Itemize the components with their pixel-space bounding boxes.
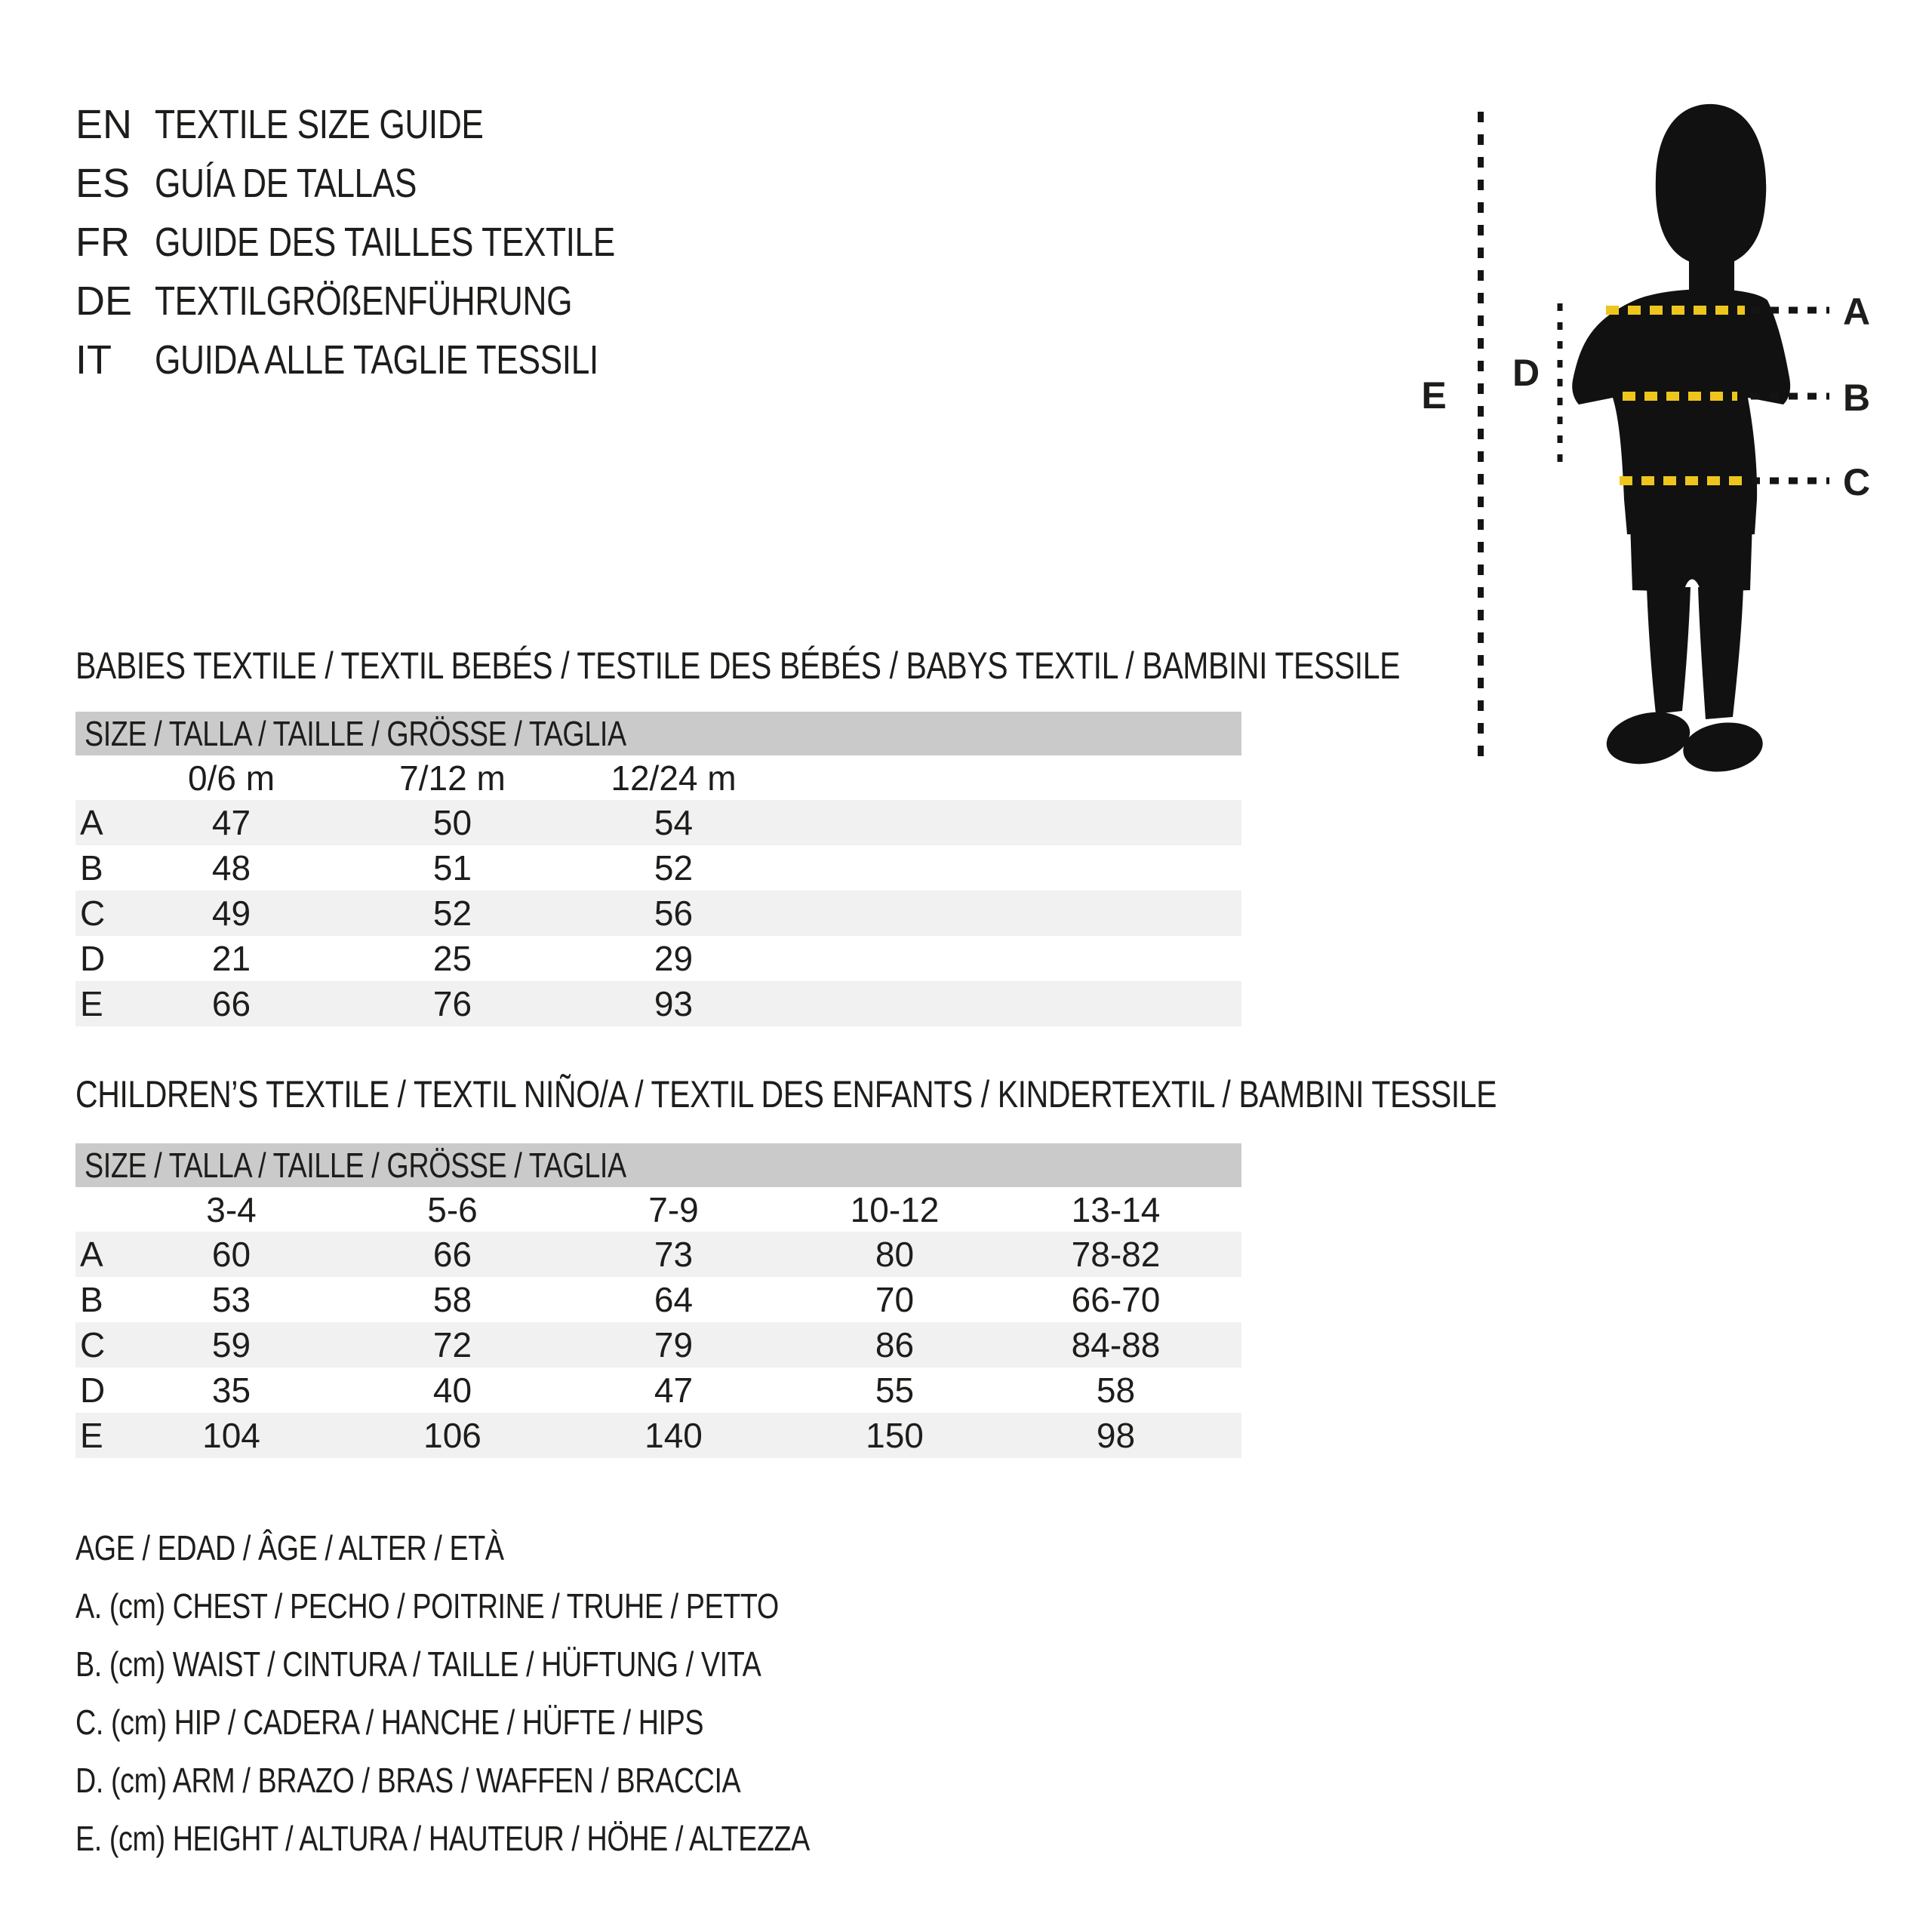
- table-cell: 140: [645, 1416, 703, 1455]
- row-label: B: [80, 1280, 103, 1319]
- row-label: C: [80, 894, 106, 933]
- children-size-band: [75, 1143, 1241, 1187]
- marker-label-b: B: [1843, 377, 1871, 419]
- row-label: E: [80, 984, 103, 1023]
- silhouette-head: [1656, 104, 1766, 266]
- table-cell: 73: [654, 1235, 694, 1274]
- table-cell: 80: [875, 1235, 915, 1274]
- row-label: A: [80, 803, 103, 842]
- table-cell: 72: [432, 1325, 472, 1364]
- row-label: A: [80, 1235, 103, 1274]
- marker-label-a: A: [1843, 291, 1871, 333]
- row-label: E: [80, 1416, 103, 1455]
- table-cell: 84-88: [1071, 1325, 1161, 1364]
- language-header: [75, 95, 716, 389]
- children-size-band-label: SIZE / TALLA / TAILLE / GRÖSSE / TAGLIA: [85, 1146, 626, 1185]
- legend-item-arm: [75, 1751, 971, 1809]
- table-cell: 55: [875, 1371, 915, 1410]
- lang-title-it: GUIDA ALLE TAGLIE TESSILI: [155, 337, 598, 383]
- row-label: C: [80, 1325, 106, 1364]
- table-cell: 48: [211, 848, 251, 888]
- table-row: [75, 800, 1241, 845]
- legend-age-text: AGE / EDAD / ÂGE / ALTER / ETÀ: [75, 1527, 504, 1567]
- table-cell: 66: [432, 1235, 472, 1274]
- lang-code-it: IT: [75, 337, 112, 383]
- lang-row-de: [75, 272, 716, 331]
- babies-section-heading: [75, 646, 1690, 685]
- children-heading-text: CHILDREN’S TEXTILE / TEXTIL NIÑO/A / TEXTIL DES ENFANTS / KINDERTEXTIL / BAMBINI TESSILE: [75, 1073, 1497, 1115]
- table-row: [75, 891, 1241, 936]
- children-column-header-row: [75, 1187, 1241, 1232]
- legend-age-line: [75, 1518, 971, 1577]
- lang-title-en: TEXTILE SIZE GUIDE: [155, 102, 484, 147]
- babies-size-band: [75, 712, 1241, 755]
- legend-arm-text: D. (cm) ARM / BRAZO / BRAS / WAFFEN / BRACCIA: [75, 1760, 741, 1800]
- table-cell: 98: [1096, 1416, 1136, 1455]
- measurement-legend: [75, 1518, 971, 1867]
- table-cell: 66: [211, 984, 251, 1023]
- table-cell: 150: [866, 1416, 924, 1455]
- silhouette-neck: [1689, 249, 1734, 309]
- babies-heading-text: BABIES TEXTILE / TEXTIL BEBÉS / TESTILE DES BÉBÉS / BABYS TEXTIL / BAMBINI TESSILE: [75, 645, 1401, 687]
- children-size-table: [75, 1143, 1241, 1458]
- table-row: [75, 1367, 1241, 1413]
- legend-item-waist: [75, 1635, 971, 1693]
- row-label: D: [80, 1371, 106, 1410]
- legend-waist-text: B. (cm) WAIST / CINTURA / TAILLE / HÜFTUNG / VITA: [75, 1644, 761, 1684]
- silhouette-shorts: [1630, 522, 1752, 592]
- legend-item-hip: [75, 1693, 971, 1751]
- row-label: B: [80, 848, 103, 888]
- lang-code-es: ES: [75, 161, 131, 206]
- row-label: D: [80, 939, 106, 978]
- table-cell: 106: [423, 1416, 481, 1455]
- table-cell: 49: [211, 894, 251, 933]
- babies-column-header-row: [75, 755, 1241, 800]
- table-cell: 52: [654, 848, 694, 888]
- table-row: [75, 1232, 1241, 1277]
- children-col-header: 10-12: [850, 1189, 940, 1229]
- table-cell: 25: [432, 939, 472, 978]
- table-cell: 47: [654, 1371, 694, 1410]
- table-cell: 51: [432, 848, 472, 888]
- table-cell: 47: [211, 803, 251, 842]
- table-cell: 76: [432, 984, 472, 1023]
- table-cell: 104: [202, 1416, 260, 1455]
- table-cell: 29: [654, 939, 694, 978]
- table-row: [75, 1413, 1241, 1458]
- children-col-header: 13-14: [1071, 1189, 1161, 1229]
- marker-label-e: E: [1421, 374, 1447, 417]
- children-col-header: 7-9: [648, 1189, 699, 1229]
- lang-title-de: TEXTILGRÖßENFÜHRUNG: [155, 278, 573, 324]
- legend-height-text: E. (cm) HEIGHT / ALTURA / HAUTEUR / HÖHE / ALTEZZA: [75, 1818, 810, 1858]
- marker-label-d: D: [1512, 352, 1540, 394]
- babies-size-band-label: SIZE / TALLA / TAILLE / GRÖSSE / TAGLIA: [85, 714, 626, 753]
- table-row: [75, 1322, 1241, 1367]
- table-cell: 79: [654, 1325, 694, 1364]
- lang-row-en: [75, 95, 716, 154]
- table-cell: 58: [432, 1280, 472, 1319]
- table-cell: 70: [875, 1280, 915, 1319]
- table-cell: 64: [654, 1280, 694, 1319]
- lang-row-es: [75, 154, 716, 213]
- silhouette-left-shoe: [1601, 705, 1694, 771]
- table-cell: 86: [875, 1325, 915, 1364]
- legend-chest-text: A. (cm) CHEST / PECHO / POITRINE / TRUHE / PETTO: [75, 1586, 779, 1626]
- table-cell: 59: [211, 1325, 251, 1364]
- table-row: [75, 1277, 1241, 1322]
- table-cell: 40: [432, 1371, 472, 1410]
- table-row: [75, 845, 1241, 891]
- silhouette-shirt: [1572, 289, 1790, 534]
- silhouette-right-leg: [1698, 587, 1743, 719]
- table-cell: 58: [1096, 1371, 1136, 1410]
- legend-item-chest: [75, 1577, 971, 1635]
- lang-code-de: DE: [75, 278, 133, 324]
- babies-size-table: [75, 712, 1241, 1026]
- table-cell: 53: [211, 1280, 251, 1319]
- table-cell: 52: [432, 894, 472, 933]
- lang-row-fr: [75, 213, 716, 272]
- lang-title-es: GUÍA DE TALLAS: [155, 161, 417, 206]
- lang-row-it: [75, 331, 716, 389]
- babies-col-header: 0/6 m: [187, 758, 275, 798]
- table-cell: 50: [432, 803, 472, 842]
- table-cell: 21: [211, 939, 251, 978]
- table-cell: 35: [211, 1371, 251, 1410]
- children-col-header: 5-6: [427, 1189, 478, 1229]
- table-row: [75, 936, 1241, 981]
- lang-code-en: EN: [75, 102, 133, 147]
- table-cell: 78-82: [1071, 1235, 1161, 1274]
- children-section-heading: [75, 1075, 1808, 1114]
- table-cell: 60: [211, 1235, 251, 1274]
- table-cell: 93: [654, 984, 694, 1023]
- lang-code-fr: FR: [75, 220, 130, 265]
- table-cell: 56: [654, 894, 694, 933]
- table-cell: 66-70: [1071, 1280, 1161, 1319]
- table-row: [75, 981, 1241, 1026]
- babies-col-header: 7/12 m: [399, 758, 506, 798]
- children-col-header: 3-4: [206, 1189, 257, 1229]
- babies-col-header: 12/24 m: [611, 758, 737, 798]
- table-cell: 54: [654, 803, 694, 842]
- legend-item-height: [75, 1809, 971, 1867]
- marker-label-c: C: [1843, 461, 1871, 503]
- silhouette-right-shoe: [1680, 718, 1766, 777]
- legend-hip-text: C. (cm) HIP / CADERA / HANCHE / HÜFTE / HIPS: [75, 1702, 704, 1742]
- lang-title-fr: GUIDE DES TAILLES TEXTILE: [155, 220, 615, 265]
